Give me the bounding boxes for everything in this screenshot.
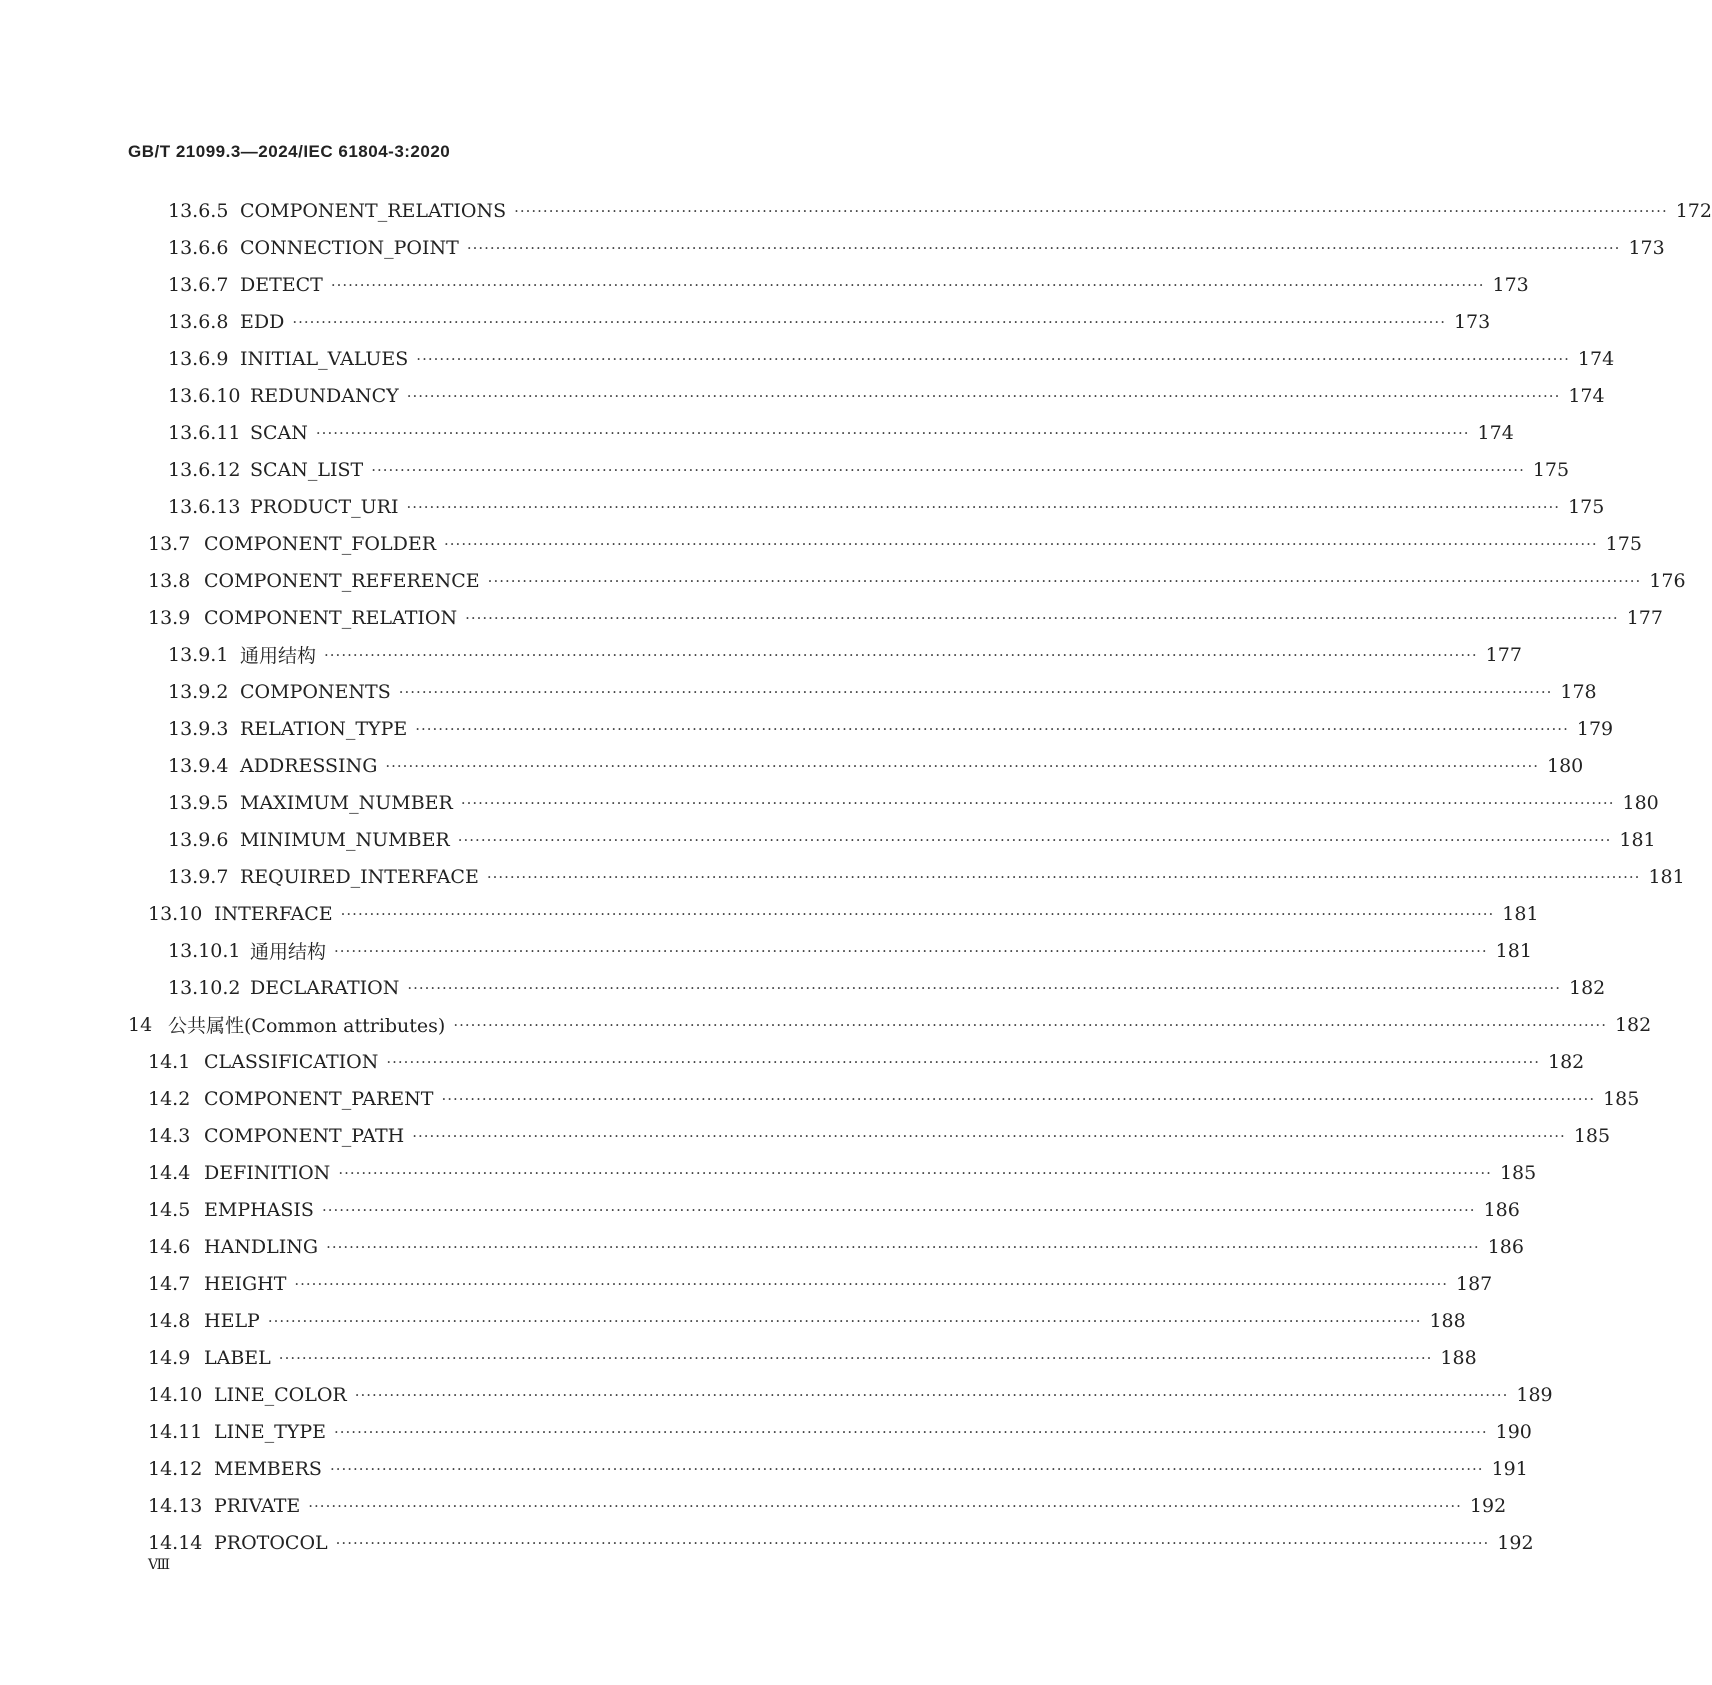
toc-entry[interactable] [128,488,1605,525]
toc-entry-title: HELP [204,1309,260,1332]
toc-entry-page: 187 [1456,1272,1493,1295]
toc-entry-page: 177 [1485,643,1522,666]
toc-entry[interactable] [128,1376,1553,1413]
toc-dot-leader: ········································································································································································································ [487,571,1642,590]
toc-entry-number: 13.6.9 [168,347,229,370]
toc-entry[interactable] [128,1413,1532,1450]
toc-entry-title: MEMBERS [214,1457,322,1480]
toc-entry-number: 14.13 [148,1494,203,1517]
toc-entry-number: 14.14 [148,1531,203,1554]
toc-entry-number: 14.4 [148,1161,191,1184]
toc-dot-leader: ········································································································································································································ [338,1163,1492,1182]
toc-entry-title: HANDLING [204,1235,319,1258]
toc-entry[interactable] [128,229,1665,266]
toc-entry-title: DECLARATION [250,976,400,999]
toc-dot-leader: ········································································································································································································ [334,941,1488,960]
toc-entry[interactable] [128,377,1605,414]
toc-entry-page: 181 [1648,865,1685,888]
toc-entry-title: CONNECTION_POINT [240,236,459,259]
toc-entry[interactable] [128,636,1522,673]
toc-dot-leader: ········································································································································································································ [406,386,1561,405]
toc-entry[interactable] [128,969,1606,1006]
toc-entry-number: 14.1 [148,1050,191,1073]
toc-entry-number: 13.9.7 [168,865,229,888]
toc-entry-page: 180 [1622,791,1659,814]
toc-dot-leader: ········································································································································································································ [340,904,1495,923]
toc-entry[interactable] [128,414,1514,451]
toc-entry-page: 191 [1491,1457,1528,1480]
toc-entry-title: 通用结构 [240,645,317,667]
toc-entry-page: 188 [1440,1346,1477,1369]
toc-entry-title: 公共属性(Common attributes) [168,1015,446,1037]
toc-dot-leader: ········································································································································································································ [416,349,1570,368]
toc-dot-leader: ········································································································································································································ [486,867,1641,886]
toc-entry-number: 13.6.11 [168,421,241,444]
toc-entry-page: 173 [1453,310,1491,333]
toc-entry-title: DEFINITION [204,1161,331,1184]
toc-entry-page: 175 [1605,532,1642,555]
toc-entry-page: 185 [1603,1087,1640,1110]
toc-entry[interactable] [128,1265,1493,1302]
toc-entry-number: 13.6.5 [168,199,229,222]
toc-entry-number: 13.10.1 [168,939,241,962]
toc-entry[interactable] [128,1302,1466,1339]
toc-dot-leader: ········································································································································································································ [354,1385,1509,1404]
toc-entry[interactable] [128,1191,1520,1228]
toc-entry-title: EDD [240,310,285,333]
toc-entry-number: 14.9 [148,1346,191,1369]
toc-dot-leader: ········································································································································································································ [335,1533,1490,1552]
toc-entry-title: LABEL [204,1346,271,1369]
toc-dot-leader: ········································································································································································································ [330,275,1485,294]
toc-entry-title: COMPONENT_RELATION [204,606,458,629]
toc-entry[interactable] [128,1524,1534,1561]
toc-entry[interactable] [128,1043,1585,1080]
toc-entry[interactable] [128,747,1584,784]
toc-entry-page: 186 [1487,1235,1524,1258]
toc-dot-leader: ········································································································································································································ [385,756,1539,775]
toc-entry-title: COMPONENT_PATH [204,1124,405,1147]
toc-entry-page: 178 [1560,680,1597,703]
toc-entry-number: 13.9.5 [168,791,229,814]
toc-dot-leader: ········································································································································································································ [321,1200,1476,1219]
toc-entry-title: PRIVATE [214,1494,301,1517]
toc-entry[interactable] [128,1006,1652,1043]
toc-entry-page: 175 [1568,495,1605,518]
toc-entry-number: 14.8 [148,1309,191,1332]
toc-entry[interactable] [128,821,1656,858]
toc-entry-title: LINE_COLOR [214,1383,347,1406]
toc-entry-number: 14.2 [148,1087,191,1110]
toc-dot-leader: ········································································································································································································ [308,1496,1462,1515]
toc-entry-number: 13.6.13 [168,495,241,518]
toc-entry-page: 175 [1532,458,1570,481]
toc-dot-leader: ········································································································································································································ [406,497,1561,516]
toc-entry-page: 182 [1548,1050,1585,1073]
toc-dot-leader: ········································································································································································································ [326,1237,1480,1256]
toc-entry-title: INITIAL_VALUES [240,347,409,370]
toc-entry[interactable] [128,451,1570,488]
page-header: GB/T 21099.3—2024/IEC 61804-3:2020 [128,142,451,161]
toc-entry-title: COMPONENT_REFERENCE [204,569,480,592]
toc-entry-number: 13.9.3 [168,717,229,740]
toc-entry-title: MINIMUM_NUMBER [240,828,450,851]
toc-entry-number: 14.12 [148,1457,203,1480]
toc-entry-title: 通用结构 [250,941,327,963]
toc-entry-title: EMPHASIS [204,1198,314,1221]
toc-entry[interactable] [128,710,1614,747]
toc-entry[interactable] [128,1154,1537,1191]
toc-entry-number: 14.10 [148,1383,203,1406]
toc-dot-leader: ········································································································································································································ [329,1459,1484,1478]
toc-entry-page: 192 [1469,1494,1507,1517]
toc-dot-leader: ········································································································································································································ [294,1274,1448,1293]
toc-entry-page: 185 [1573,1124,1611,1147]
toc-entry-number: 13.10.2 [168,976,241,999]
toc-entry[interactable] [128,784,1659,821]
toc-entry-title: COMPONENT_RELATIONS [240,199,507,222]
toc-entry-title: SCAN_LIST [250,458,364,481]
toc-entry-title: DETECT [240,273,323,296]
table-of-contents [128,192,1712,1561]
toc-entry-number: 13.6.7 [168,273,229,296]
toc-entry-title: PROTOCOL [214,1531,328,1554]
toc-entry-number: 14.7 [148,1272,191,1295]
toc-entry-number: 13.6.12 [168,458,241,481]
toc-entry-title: REDUNDANCY [250,384,399,407]
page-number: Ⅷ [148,1557,170,1573]
toc-entry-page: 189 [1516,1383,1553,1406]
toc-entry-number: 13.6.8 [168,310,229,333]
toc-entry-number: 13.9 [148,606,191,629]
toc-dot-leader: ········································································································································································································ [324,645,1478,664]
toc-dot-leader: ········································································································································································································ [334,1422,1488,1441]
toc-dot-leader: ········································································································································································································ [514,201,1668,220]
toc-dot-leader: ········································································································································································································ [398,682,1553,701]
toc-entry[interactable] [128,1117,1611,1154]
toc-dot-leader: ········································································································································································································ [457,830,1612,849]
toc-dot-leader: ········································································································································································································ [466,238,1621,257]
toc-dot-leader: ········································································································································································································ [407,978,1561,997]
toc-entry[interactable] [128,303,1491,340]
toc-entry[interactable] [128,895,1539,932]
toc-entry-number: 14.5 [148,1198,191,1221]
toc-dot-leader: ········································································································································································································ [465,608,1619,627]
toc-dot-leader: ········································································································································································································ [386,1052,1540,1071]
toc-entry[interactable] [128,673,1597,710]
toc-entry-page: 174 [1568,384,1605,407]
toc-entry-number: 13.9.4 [168,754,229,777]
toc-entry-number: 13.8 [148,569,191,592]
toc-entry-number: 13.9.2 [168,680,229,703]
toc-entry[interactable] [128,266,1529,303]
toc-entry-title: SCAN [250,421,308,444]
toc-entry-number: 13.9.1 [168,643,229,666]
toc-dot-leader: ········································································································································································································ [315,423,1470,442]
toc-dot-leader: ········································································································································································································ [441,1089,1596,1108]
toc-entry-title: COMPONENT_FOLDER [204,532,437,555]
toc-entry-page: 185 [1499,1161,1537,1184]
toc-entry-page: 174 [1577,347,1615,370]
toc-entry-page: 176 [1649,569,1686,592]
toc-entry-number: 14.3 [148,1124,191,1147]
toc-dot-leader: ········································································································································································································ [415,719,1569,738]
toc-entry-number: 14 [128,1013,153,1036]
toc-dot-leader: ········································································································································································································ [412,1126,1566,1145]
toc-entry-page: 182 [1568,976,1606,999]
toc-entry-page: 181 [1619,828,1656,851]
toc-entry-page: 190 [1495,1420,1532,1443]
toc-entry[interactable] [128,192,1712,229]
toc-entry-title: COMPONENTS [240,680,391,703]
toc-entry-title: MAXIMUM_NUMBER [240,791,453,814]
toc-entry-page: 180 [1547,754,1584,777]
toc-entry[interactable] [128,340,1615,377]
toc-entry-title: INTERFACE [214,902,333,925]
toc-dot-leader: ········································································································································································································ [460,793,1615,812]
toc-entry-page: 181 [1495,939,1532,962]
toc-entry[interactable] [128,1487,1507,1524]
toc-entry[interactable] [128,1080,1640,1117]
toc-entry-number: 13.10 [148,902,203,925]
toc-entry[interactable] [128,858,1685,895]
toc-entry[interactable] [128,1450,1528,1487]
toc-entry-title: LINE_TYPE [214,1420,326,1443]
toc-dot-leader: ········································································································································································································ [453,1015,1607,1034]
toc-entry-title: CLASSIFICATION [204,1050,379,1073]
toc-entry-page: 182 [1614,1013,1652,1036]
toc-dot-leader: ········································································································································································································ [292,312,1446,331]
toc-entry-title: REQUIRED_INTERFACE [240,865,479,888]
toc-entry-number: 13.6.6 [168,236,229,259]
toc-entry-title: RELATION_TYPE [240,717,408,740]
toc-entry[interactable] [128,525,1642,562]
toc-entry[interactable] [128,1339,1477,1376]
toc-entry-number: 13.9.6 [168,828,229,851]
toc-entry-number: 13.7 [148,532,191,555]
toc-entry-number: 14.11 [148,1420,203,1443]
toc-entry-number: 13.6.10 [168,384,241,407]
toc-entry[interactable] [128,599,1663,636]
toc-dot-leader: ········································································································································································································ [444,534,1598,553]
toc-entry[interactable] [128,1228,1524,1265]
toc-entry-page: 173 [1628,236,1665,259]
toc-entry-page: 172 [1675,199,1712,222]
toc-entry-page: 173 [1492,273,1529,296]
toc-entry-page: 177 [1626,606,1663,629]
toc-entry-page: 181 [1502,902,1539,925]
toc-dot-leader: ········································································································································································································ [278,1348,1433,1367]
toc-entry-title: HEIGHT [204,1272,287,1295]
toc-entry[interactable] [128,932,1532,969]
toc-entry-title: ADDRESSING [240,754,378,777]
toc-entry-number: 14.6 [148,1235,191,1258]
toc-entry-page: 174 [1477,421,1514,444]
toc-entry[interactable] [128,562,1686,599]
toc-dot-leader: ········································································································································································································ [371,460,1525,479]
toc-entry-title: PRODUCT_URI [250,495,399,518]
toc-dot-leader: ········································································································································································································ [267,1311,1422,1330]
toc-entry-page: 188 [1429,1309,1466,1332]
toc-entry-page: 192 [1497,1531,1534,1554]
toc-entry-title: COMPONENT_PARENT [204,1087,434,1110]
toc-entry-page: 179 [1576,717,1614,740]
toc-entry-page: 186 [1483,1198,1520,1221]
